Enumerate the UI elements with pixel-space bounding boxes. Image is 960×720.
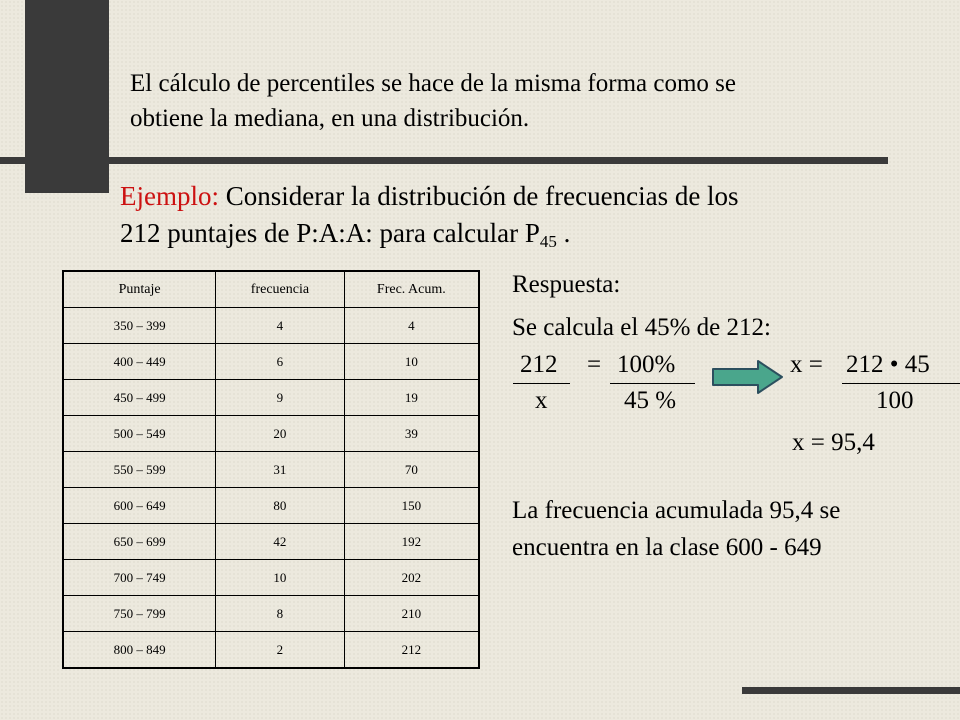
example-statement <box>120 178 920 252</box>
example-line-1: Considerar la distribución de frecuencias de los <box>218 181 739 211</box>
cell-frecuencia: 4 <box>216 308 344 344</box>
cell-puntaje: 700 – 749 <box>63 560 216 596</box>
frequency-table <box>62 270 480 669</box>
conclusion-line-1: La frecuencia acumulada 95,4 se <box>512 497 841 524</box>
answer-step-1: Se calcula el 45% de 212: <box>512 314 771 341</box>
table-row <box>63 596 479 632</box>
table-row <box>63 560 479 596</box>
example-label: Ejemplo: <box>120 181 219 211</box>
right-arrow-icon <box>712 360 784 394</box>
table-header-row <box>63 271 479 308</box>
decor-horizontal-bar <box>0 157 888 164</box>
cell-frec-acum: 10 <box>344 344 479 380</box>
cell-frecuencia: 80 <box>216 488 344 524</box>
cell-puntaje: 600 – 649 <box>63 488 216 524</box>
cell-puntaje: 750 – 799 <box>63 596 216 632</box>
table-row <box>63 344 479 380</box>
cell-puntaje: 350 – 399 <box>63 308 216 344</box>
cell-frecuencia: 9 <box>216 380 344 416</box>
intro-line-1: El cálculo de percentiles se hace de la misma forma como se <box>130 70 736 97</box>
cell-frecuencia: 20 <box>216 416 344 452</box>
proportion-left-fraction-line <box>513 383 570 384</box>
table-row <box>63 452 479 488</box>
example-line-2-end: . <box>556 218 571 248</box>
table-row <box>63 524 479 560</box>
decor-bottom-bar <box>742 687 960 694</box>
proportion-equals: = <box>587 351 602 378</box>
table-row <box>63 308 479 344</box>
cell-puntaje: 650 – 699 <box>63 524 216 560</box>
cell-puntaje: 450 – 499 <box>63 380 216 416</box>
answer-title: Respuesta: <box>512 271 621 298</box>
header-puntaje: Puntaje <box>63 271 216 308</box>
intro-line-2: obtiene la mediana, en una distribución. <box>130 105 530 132</box>
proportion-right-numerator: 100% <box>617 351 676 378</box>
conclusion-line-2: encuentra en la clase 600 - 649 <box>512 534 822 561</box>
intro-text <box>130 66 930 136</box>
cell-frecuencia: 31 <box>216 452 344 488</box>
cell-frec-acum: 39 <box>344 416 479 452</box>
cell-frecuencia: 2 <box>216 632 344 669</box>
cell-frecuencia: 8 <box>216 596 344 632</box>
proportion-right-fraction-line <box>610 383 695 384</box>
cell-frecuencia: 42 <box>216 524 344 560</box>
cell-puntaje: 550 – 599 <box>63 452 216 488</box>
cell-puntaje: 800 – 849 <box>63 632 216 669</box>
cell-frec-acum: 150 <box>344 488 479 524</box>
cell-frec-acum: 4 <box>344 308 479 344</box>
result-fraction-line <box>842 383 960 384</box>
cell-frec-acum: 192 <box>344 524 479 560</box>
table-row <box>63 488 479 524</box>
header-frecuencia: frecuencia <box>216 271 344 308</box>
cell-frecuencia: 10 <box>216 560 344 596</box>
result-numerator: 212 • 45 <box>846 351 930 378</box>
proportion-right-denominator: 45 % <box>624 387 677 414</box>
proportion-left-denominator: x <box>535 387 548 414</box>
decor-vertical-bar <box>25 0 109 193</box>
table-row <box>63 380 479 416</box>
cell-puntaje: 500 – 549 <box>63 416 216 452</box>
header-frec-acum: Frec. Acum. <box>344 271 479 308</box>
cell-frec-acum: 70 <box>344 452 479 488</box>
table-row <box>63 416 479 452</box>
table-row <box>63 632 479 669</box>
result-value: x = 95,4 <box>792 429 875 456</box>
cell-puntaje: 400 – 449 <box>63 344 216 380</box>
example-line-2: 212 puntajes de P:A:A: para calcular P <box>120 218 540 248</box>
cell-frec-acum: 212 <box>344 632 479 669</box>
cell-frec-acum: 202 <box>344 560 479 596</box>
percentile-subscript: 45 <box>539 232 557 251</box>
cell-frecuencia: 6 <box>216 344 344 380</box>
result-lhs: x = <box>790 351 823 378</box>
cell-frec-acum: 19 <box>344 380 479 416</box>
cell-frec-acum: 210 <box>344 596 479 632</box>
proportion-left-numerator: 212 <box>520 351 558 378</box>
result-denominator: 100 <box>876 387 914 414</box>
